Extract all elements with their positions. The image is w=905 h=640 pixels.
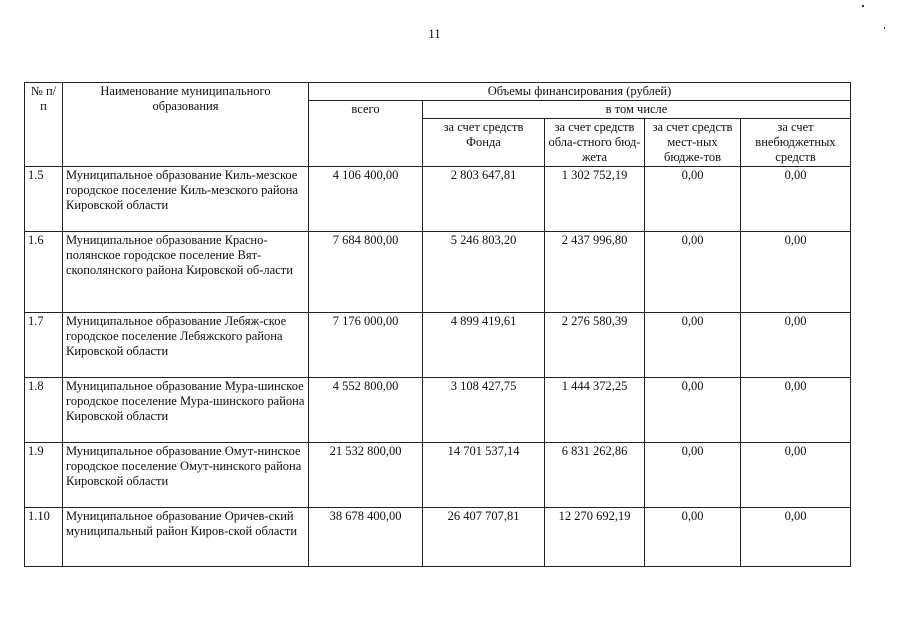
row-regional: 2 276 580,39 <box>545 313 645 378</box>
row-extra: 0,00 <box>741 508 851 567</box>
header-volumes: Объемы финансирования (рублей) <box>309 83 851 101</box>
scan-speck <box>884 27 885 29</box>
row-local: 0,00 <box>645 167 741 232</box>
row-regional: 6 831 262,86 <box>545 443 645 508</box>
row-regional: 2 437 996,80 <box>545 232 645 313</box>
row-total: 7 684 800,00 <box>309 232 423 313</box>
row-fund: 2 803 647,81 <box>423 167 545 232</box>
scan-speck <box>862 5 864 7</box>
table-row <box>25 313 851 378</box>
row-local: 0,00 <box>645 508 741 567</box>
row-number: 1.5 <box>25 167 63 232</box>
table-row <box>25 167 851 232</box>
row-extra: 0,00 <box>741 232 851 313</box>
financing-table <box>24 82 851 567</box>
header-including: в том числе <box>423 101 851 119</box>
row-number: 1.7 <box>25 313 63 378</box>
row-extra: 0,00 <box>741 443 851 508</box>
row-name: Муниципальное образование Мура-шинское городское поселение Мура-шинского района Кировской области <box>63 378 309 443</box>
header-no: № п/п <box>25 83 63 167</box>
table-row <box>25 378 851 443</box>
header-name: Наименование муниципального образования <box>63 83 309 167</box>
row-name: Муниципальное образование Омут-нинское городское поселение Омут-нинского района Кировской области <box>63 443 309 508</box>
row-total: 21 532 800,00 <box>309 443 423 508</box>
row-extra: 0,00 <box>741 313 851 378</box>
row-fund: 14 701 537,14 <box>423 443 545 508</box>
row-local: 0,00 <box>645 443 741 508</box>
row-total: 4 552 800,00 <box>309 378 423 443</box>
row-extra: 0,00 <box>741 167 851 232</box>
row-name: Муниципальное образование Красно-полянское городское поселение Вят-скополянского района Кировской об-ласти <box>63 232 309 313</box>
header-total: всего <box>309 101 423 167</box>
row-extra: 0,00 <box>741 378 851 443</box>
row-regional: 12 270 692,19 <box>545 508 645 567</box>
row-fund: 5 246 803,20 <box>423 232 545 313</box>
row-regional: 1 444 372,25 <box>545 378 645 443</box>
row-fund: 26 407 707,81 <box>423 508 545 567</box>
row-local: 0,00 <box>645 313 741 378</box>
header-regional: за счет средств обла-стного бюд-жета <box>545 119 645 167</box>
row-fund: 4 899 419,61 <box>423 313 545 378</box>
row-number: 1.8 <box>25 378 63 443</box>
row-local: 0,00 <box>645 378 741 443</box>
row-fund: 3 108 427,75 <box>423 378 545 443</box>
row-local: 0,00 <box>645 232 741 313</box>
row-total: 38 678 400,00 <box>309 508 423 567</box>
header-local: за счет средств мест-ных бюдже-тов <box>645 119 741 167</box>
table-row <box>25 232 851 313</box>
row-name: Муниципальное образование Оричев-ский муниципальный район Киров-ской области <box>63 508 309 567</box>
row-total: 7 176 000,00 <box>309 313 423 378</box>
page-number: 11 <box>428 26 441 41</box>
row-number: 1.10 <box>25 508 63 567</box>
header-extra: за счет внебюджетных средств <box>741 119 851 167</box>
header-fund: за счет средств Фонда <box>423 119 545 167</box>
row-regional: 1 302 752,19 <box>545 167 645 232</box>
table-row <box>25 508 851 567</box>
header-row-1 <box>25 83 851 101</box>
row-name: Муниципальное образование Киль-мезское городское поселение Киль-мезского района Кировской области <box>63 167 309 232</box>
row-number: 1.6 <box>25 232 63 313</box>
row-name: Муниципальное образование Лебяж-ское городское поселение Лебяжского района Кировской области <box>63 313 309 378</box>
row-total: 4 106 400,00 <box>309 167 423 232</box>
table-row <box>25 443 851 508</box>
row-number: 1.9 <box>25 443 63 508</box>
